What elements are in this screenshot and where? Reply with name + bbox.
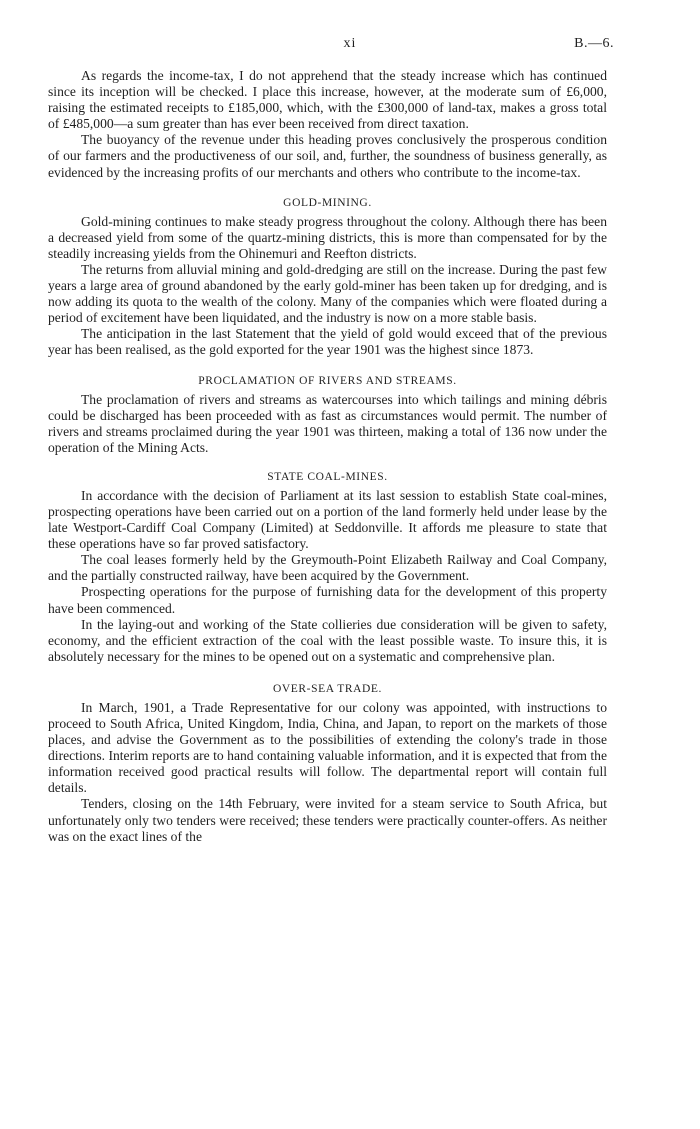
paragraph: In the laying-out and working of the State collieries due consideration will be given to safety, economy, and the efficient extraction of the coal with the least possible waste. To insure this, it is absolutely necessary for the mines to be opened out on a systematic and comprehensive plan. (48, 616, 607, 664)
paragraph: In accordance with the decision of Parliament at its last session to establish State coal-mines, prospecting operations have been carried out on a portion of the land formerly held under lease by the late Westport-Cardiff Coal Company (Limited) at Seddonville. It affords me pleasure to state that these operations have so far proved satisfactory. (48, 487, 607, 552)
document-reference: B.—6. (574, 36, 614, 51)
over-sea-trade-section (48, 681, 607, 845)
page-number: xi (343, 36, 357, 51)
income-tax-section (48, 68, 607, 181)
paragraph: The proclamation of rivers and streams as watercourses into which tailings and mining débris could be discharged has been proceeded with as fast as circumstances would permit. The number of rivers and streams proclaimed during the year 1901 was thirteen, making a total of 136 now under the operation of the Mining Acts. (48, 391, 607, 455)
section-heading: STATE COAL-MINES. (267, 470, 388, 483)
paragraph: In March, 1901, a Trade Representative for our colony was appointed, with instructions to proceed to South Africa, United Kingdom, India, China, and Japan, to report on the markets of those places, and advise the Government as to the possibilities of extending the colony's trade in those directions. Interim reports are to hand containing valuable information, and it is expected that from the information received good practical results will follow. The departmental report will contain full details. (48, 699, 607, 796)
paragraph: Gold-mining continues to make steady progress throughout the colony. Although there has been a decreased yield from some of the quartz-mining districts, this is more than compensated for by the steadily increasing yields from the Ohinemuri and Reefton districts. (48, 213, 607, 261)
section-heading: PROCLAMATION OF RIVERS AND STREAMS. (198, 374, 457, 387)
section-heading: OVER-SEA TRADE. (272, 682, 383, 695)
coal-mines-section (48, 469, 607, 665)
page-header (0, 36, 700, 56)
paragraph: Tenders, closing on the 14th February, were invited for a steam service to South Africa, but unfortunately only two tenders were received; these tenders were practically counter-offers. As neither was on the exact lines of the (48, 796, 607, 844)
section-heading: GOLD-MINING. (283, 196, 372, 209)
body-text (48, 68, 607, 845)
paragraph: The coal leases formerly held by the Greymouth-Point Elizabeth Railway and Coal Company, and the partially constructed railway, have been acquired by the Government. (48, 552, 607, 584)
paragraph: Prospecting operations for the purpose of furnishing data for the development of this property have been commenced. (48, 584, 607, 616)
paragraph: The returns from alluvial mining and gold-dredging are still on the increase. During the past few years a large area of ground abandoned by the early gold-miner has been taken up for dredging, and is now adding its quota to the wealth of the colony. Many of the companies which were floated during a period of excitement have been liquidated, and the industry is now on a more stable basis. (48, 261, 607, 326)
paragraph: The buoyancy of the revenue under this heading proves conclusively the prosperous condition of our farmers and the productiveness of our soil, and, further, the soundness of business generally, as evidenced by the increasing profits of our merchants and others who contribute to the income-tax. (48, 132, 607, 180)
paragraph: As regards the income-tax, I do not apprehend that the steady increase which has continued since its inception will be checked. I place this increase, however, at the moderate sum of £6,000, raising the estimated receipts to £185,000, which, with the £300,000 of land-tax, makes a gross total of £485,000—a sum greater than has ever been received from direct taxation. (48, 68, 607, 132)
paragraph: The anticipation in the last Statement that the yield of gold would exceed that of the previous year has been realised, as the gold exported for the year 1901 was the highest since 1873. (48, 326, 607, 358)
rivers-section (48, 373, 607, 456)
gold-mining-section (48, 195, 607, 359)
